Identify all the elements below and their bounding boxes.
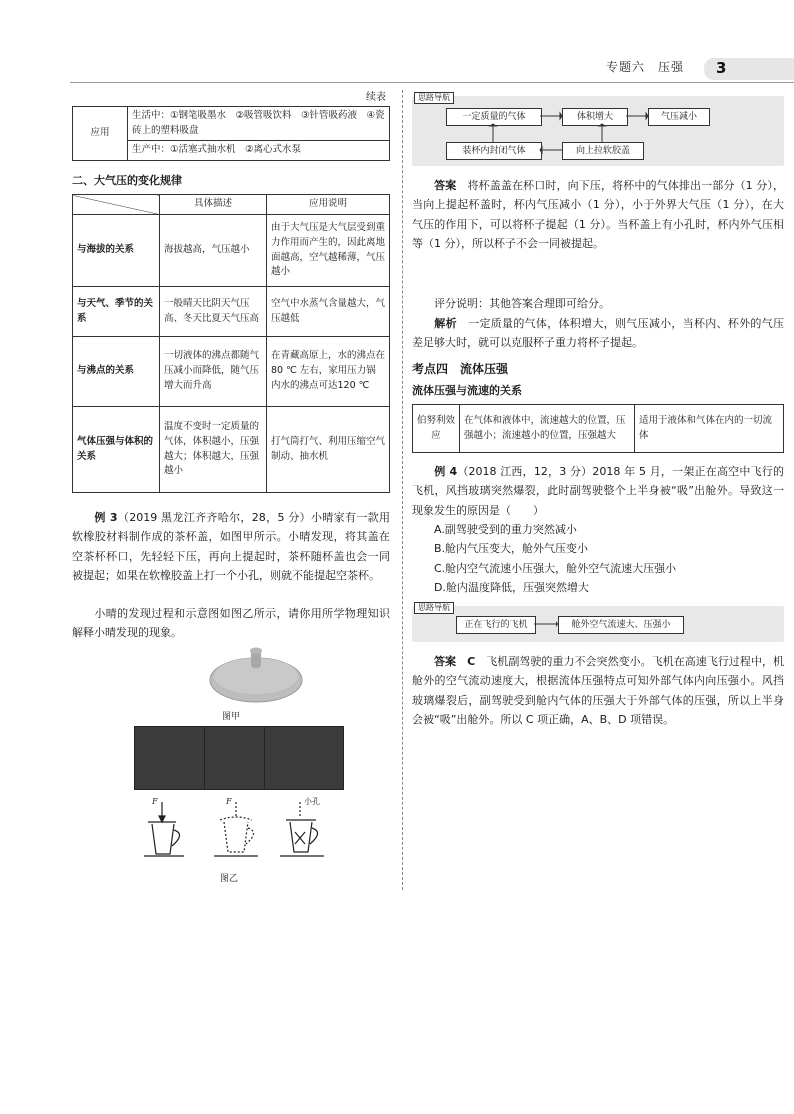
row-name: 与沸点的关系 xyxy=(73,337,160,407)
application-row-header: 应用 xyxy=(73,107,128,161)
example-text: 小晴家有一款用软橡胶材料制作成的茶杯盖，如图甲所示。小晴发现，将其盖在空茶杯杯口，先轻轻下压，再向上提起时，茶杯随杯盖也会一同被提起；如果在软橡胶盖上打一个小孔，则就不能提起空茶杯。 xyxy=(72,511,391,582)
example3-paragraph xyxy=(72,508,390,585)
example-text: 小晴的发现过程和示意图如图乙所示，请你用所学物理知识解释小晴发现的现象。 xyxy=(72,607,390,640)
scoring-note-text: 评分说明：其他答案合理即可给分。 xyxy=(434,297,610,310)
answer-choice: C xyxy=(467,655,476,668)
flow-box: 舱外空气流速大、压强小 xyxy=(558,616,684,634)
flow-box: 装杯内封闭气体 xyxy=(446,142,542,160)
example-source: （2018 江西，12，3 分） xyxy=(457,465,593,478)
example-source: （2019 黑龙江齐齐哈尔，28，5 分） xyxy=(117,511,311,524)
page-number: 3 xyxy=(716,59,727,77)
row-name: 与海拔的关系 xyxy=(73,215,160,287)
bernoulli-table xyxy=(412,404,784,453)
table-header: 具体描述 xyxy=(160,195,267,215)
row-desc: 温度不变时一定质量的气体，体积越小，压强越大；体积越大，压强越小 xyxy=(160,407,267,493)
hole-label: 小孔 xyxy=(304,797,320,806)
row-name: 与天气、季节的关系 xyxy=(73,287,160,337)
thinking-flow-2 xyxy=(412,603,784,642)
example-tag: 例 4 xyxy=(434,465,458,478)
row-desc: 一般晴天比阴天气压高、冬天比夏天气压高 xyxy=(160,287,267,337)
force-label-2: F xyxy=(226,797,232,806)
key-point-title: 考点四 流体压强 xyxy=(412,362,509,376)
option-item: D.舱内温度降低，压强突然增大 xyxy=(434,580,589,594)
answer-text: 将杯盖盖在杯口时，向下压，将杯中的气体排出一部分（1 分），当向上提起杯盖时，杯内气压减小（1 分），小于外界大气压（1 分），在大气压的作用下，可以将杯子提起（1 分）。当杯盖上有小孔时，杯内外气压相等（1 分），所以杯子不会一同被提起。 xyxy=(412,179,784,250)
application-table xyxy=(72,106,390,161)
answer3-paragraph xyxy=(412,176,784,253)
header-rule xyxy=(70,82,794,83)
answer-tag: 答案 xyxy=(434,655,457,668)
application-production: 生产中：①活塞式抽水机 ②离心式水泵 xyxy=(128,141,390,161)
table-row xyxy=(73,287,390,337)
analysis-text: 一定质量的气体，体积增大，则气压减小，当杯内、杯外的气压差足够大时，就可以克服杯子重力将杯子提起。 xyxy=(412,317,785,350)
options-list xyxy=(412,520,784,597)
application-life: 生活中：①钢笔吸墨水 ②吸管吸饮料 ③针管吸药液 ④瓷砖上的塑料吸盘 xyxy=(128,107,390,141)
rubber-lid-figure xyxy=(206,646,306,708)
figure-caption: 图甲 xyxy=(222,712,241,722)
diagonal-header-cell xyxy=(73,195,160,215)
bernoulli-desc: 在气体和液体中，流速越大的位置，压强越小；流速越小的位置，压强越大 xyxy=(460,405,635,453)
option-item: B.舱内气压变大，舱外气压变小 xyxy=(434,542,589,556)
pressure-rules-table xyxy=(72,194,390,493)
key-point-subtitle: 流体压强与流速的关系 xyxy=(412,384,522,397)
thinking-label: 思路导航 xyxy=(414,92,454,104)
bernoulli-app: 适用于液体和气体在内的一切流体 xyxy=(635,405,784,453)
table-row xyxy=(73,337,390,407)
continued-label: 续表 xyxy=(366,92,386,103)
flow-box: 体积增大 xyxy=(562,108,628,126)
table-row xyxy=(73,215,390,287)
row-app: 由于大气压是大气层受到重力作用而产生的，因此离地面越高，空气越稀薄，气压越小 xyxy=(267,215,390,287)
section-title: 二、大气压的变化规律 xyxy=(72,174,182,187)
thinking-flow-1 xyxy=(412,93,784,166)
analysis-tag: 解析 xyxy=(434,317,457,330)
row-desc: 一切液体的沸点都随气压减小而降低，随气压增大而升高 xyxy=(160,337,267,407)
photo-cup-1 xyxy=(134,726,214,790)
row-name: 气体压强与体积的关系 xyxy=(73,407,160,493)
row-app: 空气中水蒸气含量越大，气压越低 xyxy=(267,287,390,337)
flow-box: 气压减小 xyxy=(648,108,710,126)
example-tag: 例 3 xyxy=(94,511,118,524)
flow-box: 一定质量的气体 xyxy=(446,108,542,126)
column-divider xyxy=(402,90,403,890)
example3-paragraph-2 xyxy=(72,604,390,643)
example-text: 2018 年 5 月，一架正在高空中飞行的飞机，风挡玻璃突然爆裂，此时副驾驶整个上半身被“吸”出舱外。导致这一现象发生的原因是（ ） xyxy=(412,465,784,517)
flow-box: 向上拉软胶盖 xyxy=(562,142,644,160)
row-app: 在青藏高原上，水的沸点在80 ℃ 左右，家用压力锅内水的沸点可达120 ℃ xyxy=(267,337,390,407)
option-item: A.副驾驶受到的重力突然减小 xyxy=(434,523,577,536)
cup-schematic-figure xyxy=(140,796,340,868)
force-label-1: F xyxy=(152,797,158,806)
answer-tag: 答案 xyxy=(434,179,457,192)
figure-caption: 图乙 xyxy=(220,874,239,884)
answer-text: 飞机副驾驶的重力不会突然变小。飞机在高速飞行过程中，机舱外的空气流动速度大，根据流体压强特点可知外部气体内向压强小。风挡玻璃爆裂后，副驾驶受到舱内气体的压强大于外部气体的压强，所以上半身会被“吸”出舱外。所以 C 项正确，A、B、D 项错误。 xyxy=(412,655,785,726)
example4-paragraph xyxy=(412,462,784,520)
bernoulli-name: 伯努利效应 xyxy=(413,405,460,453)
table-header: 应用说明 xyxy=(267,195,390,215)
option-item: C.舱内空气流速小压强大，舱外空气流速大压强小 xyxy=(434,561,677,575)
header-topic: 专题六 压强 xyxy=(606,60,685,74)
analysis3-paragraph xyxy=(412,314,784,353)
flow-box: 正在飞行的飞机 xyxy=(456,616,536,634)
row-desc: 海拔越高，气压越小 xyxy=(160,215,267,287)
scoring-note xyxy=(412,294,784,313)
answer4-paragraph xyxy=(412,652,784,729)
flow-arrow xyxy=(412,606,784,642)
thinking-label: 思路导航 xyxy=(414,602,454,614)
row-app: 打气筒打气、利用压缩空气制动、抽水机 xyxy=(267,407,390,493)
photo-cup-3 xyxy=(264,726,344,790)
flow-arrows xyxy=(412,96,784,166)
table-row xyxy=(73,407,390,493)
